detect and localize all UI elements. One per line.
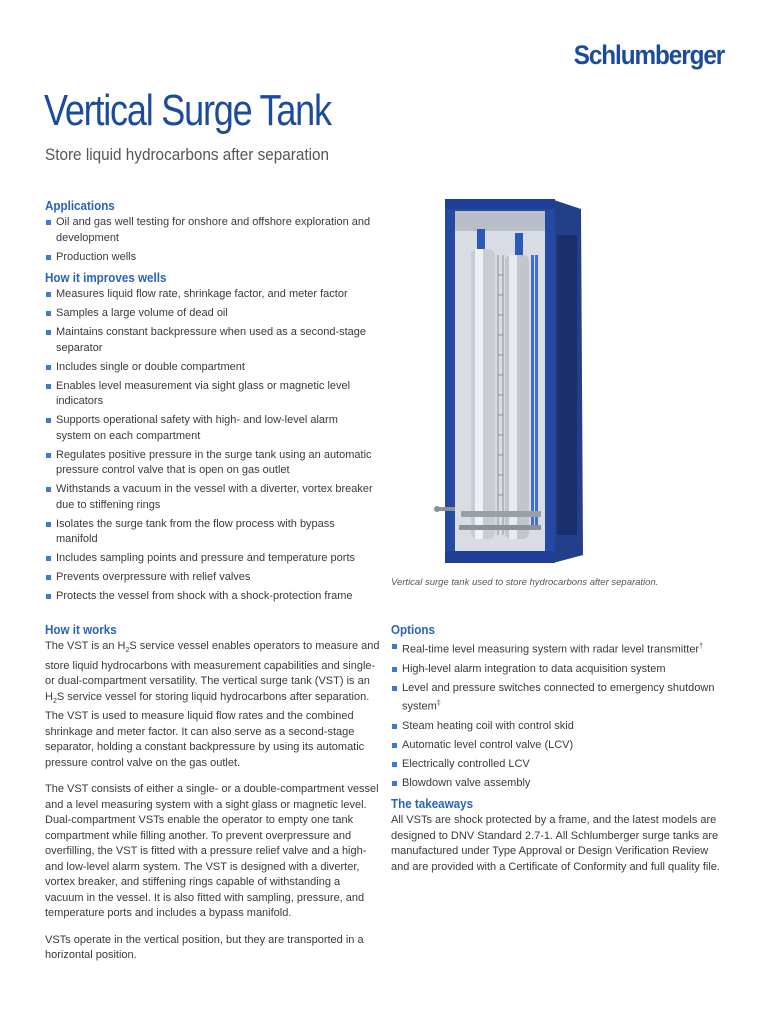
list-item: Protects the vessel from shock with a shock-protection frame — [45, 589, 375, 605]
how-it-works-section — [45, 623, 380, 975]
photo-caption: Vertical surge tank used to store hydrocarbons after separation. — [391, 577, 659, 588]
list-item: Includes sampling points and pressure and temperature ports — [45, 551, 375, 567]
list-item: Oil and gas well testing for onshore and offshore exploration and development — [45, 215, 375, 246]
features-column — [45, 199, 375, 611]
list-item: Production wells — [45, 250, 375, 266]
list-item: Isolates the surge tank from the flow process with bypass manifold — [45, 517, 375, 548]
how-it-works-paragraph-3: VSTs operate in the vertical position, but they are transported in a horizontal position. — [45, 933, 364, 962]
page-title: Vertical Surge Tank — [44, 86, 331, 135]
list-item: Prevents overpressure with relief valves — [45, 570, 375, 586]
list-item: Includes single or double compartment — [45, 360, 375, 376]
list-item: Enables level measurement via sight glass or magnetic level indicators — [45, 379, 375, 410]
improves-list — [45, 287, 375, 605]
options-column — [391, 623, 721, 886]
list-item: Supports operational safety with high- and low-level alarm system on each compartment — [45, 413, 375, 444]
options-heading: Options — [391, 623, 435, 637]
list-item: Regulates positive pressure in the surge tank using an automatic pressure control valve that is open on gas outlet — [45, 448, 375, 479]
list-item: Electrically controlled LCV — [391, 757, 721, 773]
list-item: High-level alarm integration to data acquisition system — [391, 662, 721, 678]
list-item: Steam heating coil with control skid — [391, 719, 721, 735]
applications-heading: Applications — [45, 199, 115, 213]
takeaways-paragraph: All VSTs are shock protected by a frame, and the latest models are designed to DNV Standard 2.7-1. All Schlumberger surge tanks are manufactured under Type Approval or Design Verification Review and are provided with a Certificate of Conformity and full quality file. — [391, 814, 720, 873]
surge-tank-photo — [425, 195, 587, 567]
how-it-works-paragraph-2: The VST consists of either a single- or a double-compartment vessel and a level measuring system with a sight glass or magnetic level. Dual-compartment VSTs enable the operator to empty one tank compartment while filling another. To prevent overpressure and overfilling, the VST is fitted with a pressure relief valve and a high- and low-level alarm system. The VST is designed with a diverter, vortex breaker, and stiffening rings capable of withstanding a vacuum in the vessel. It is also fitted with sampling, pressure, and temperature ports and includes a bypass manifold. — [45, 783, 379, 920]
list-item: Blowdown valve assembly — [391, 776, 721, 792]
improves-heading: How it improves wells — [45, 271, 167, 285]
how-it-works-heading: How it works — [45, 623, 117, 637]
list-item: Real-time level measuring system with radar level transmitter† — [391, 639, 721, 658]
list-item: Maintains constant backpressure when used as a second-stage separator — [45, 325, 375, 356]
schlumberger-logo: Schlumberger — [573, 40, 724, 70]
list-item: Withstands a vacuum in the vessel with a diverter, vortex breaker due to stiffening rings — [45, 482, 375, 513]
how-it-works-paragraph-1: The VST is an $H_2S$ service vessel enables operators to measure and store liquid hydrocarbons with measurement capabilities and single- or dual-compartment versatility. The vertical surge tank (VST) is an $H_2S$ service vessel for storing liquid hydrocarbons after separation. The VST is used to measure liquid flow rates and the combined shrinkage and meter factor. It can also serve as a second-stage separator, holding a constant backpressure by using its automatic pressure control valve on the gas outlet. — [45, 640, 380, 769]
applications-list — [45, 215, 375, 265]
takeaways-heading: The takeaways — [391, 797, 474, 812]
list-item: Measures liquid flow rate, shrinkage factor, and meter factor — [45, 287, 375, 303]
list-item: Automatic level control valve (LCV) — [391, 738, 721, 754]
list-item: Level and pressure switches connected to emergency shutdown system‡ — [391, 681, 721, 716]
list-item: Samples a large volume of dead oil — [45, 306, 375, 322]
page-subtitle: Store liquid hydrocarbons after separation — [45, 145, 330, 164]
options-list — [391, 639, 721, 791]
